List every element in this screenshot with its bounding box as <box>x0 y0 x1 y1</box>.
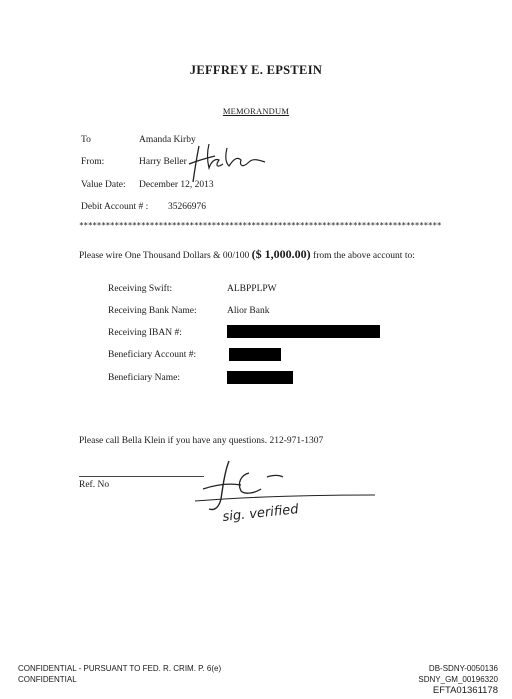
beneficiary-name-redaction <box>227 371 293 384</box>
from-value: Harry Beller <box>139 157 187 167</box>
from-label: From: <box>81 157 105 167</box>
to-value: Amanda Kirby <box>139 135 196 145</box>
value-date: December 12, 2013 <box>139 180 214 190</box>
footer-bates-3: EFTA01361178 <box>432 685 498 696</box>
from-signature-icon <box>185 138 275 186</box>
separator-line: ********************************************************************************** <box>79 221 442 230</box>
wire-amount: ($ 1,000.00) <box>251 247 311 261</box>
memo-title: MEMORANDUM <box>222 106 290 116</box>
wire-text-post: from the above account to: <box>313 251 415 261</box>
wire-text-pre: Please wire One Thousand Dollars & 00/100 <box>79 251 250 261</box>
debit-account-value: 35266976 <box>168 202 206 212</box>
receiving-swift-value: ALBPPLPW <box>227 284 277 294</box>
beneficiary-name-label: Beneficiary Name: <box>108 373 181 383</box>
receiving-bank-label: Receiving Bank Name: <box>108 306 197 316</box>
ref-underline <box>79 476 204 477</box>
debit-account-label: Debit Account # : <box>81 202 149 212</box>
footer-confidential-line2: CONFIDENTIAL <box>18 675 77 684</box>
iban-redaction <box>227 325 380 338</box>
letterhead-name: JEFFREY E. EPSTEIN <box>189 63 323 77</box>
to-label: To <box>81 135 91 145</box>
receiving-iban-label: Receiving IBAN #: <box>108 328 182 338</box>
value-date-label: Value Date: <box>81 180 126 190</box>
wire-instruction <box>79 248 439 262</box>
footer-bates-1: DB-SDNY-0050136 <box>428 664 498 673</box>
footer-bates-2: SDNY_GM_00196320 <box>418 675 498 684</box>
ref-no-label: Ref. No <box>79 480 110 490</box>
beneficiary-account-label: Beneficiary Account #: <box>108 350 197 360</box>
receiving-swift-label: Receiving Swift: <box>108 284 173 294</box>
contact-line: Please call Bella Klein if you have any questions. 212-971-1307 <box>79 436 324 446</box>
footer-confidential-line1: CONFIDENTIAL - PURSUANT TO FED. R. CRIM. P. 6(e) <box>18 664 222 673</box>
verification-signature-icon <box>195 455 395 540</box>
sig-verified-note: sig. verified <box>221 502 300 525</box>
beneficiary-account-redaction <box>229 348 281 361</box>
receiving-bank-value: Alior Bank <box>227 306 270 316</box>
